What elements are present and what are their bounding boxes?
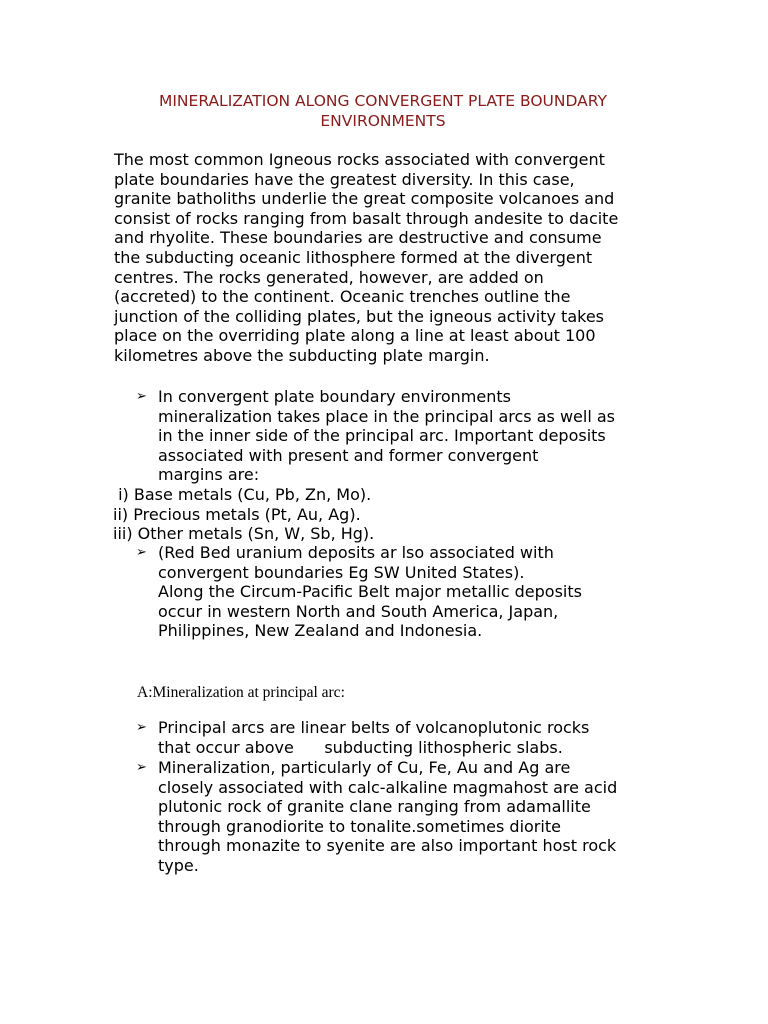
bullet-line: occur in western North and South America, Japan, [158, 601, 559, 621]
bullet-line: (Red Bed uranium deposits ar lso associated with [158, 543, 554, 562]
bullet-line: In convergent plate boundary environments [158, 387, 511, 406]
bullet-item [158, 758, 617, 876]
title-line: MINERALIZATION ALONG CONVERGENT PLATE BOUNDARY [158, 92, 607, 110]
list-item: iii) Other metals (Sn, W, Sb, Hg). [113, 524, 375, 544]
document-title [113, 91, 653, 131]
bullet-line: Along the Circum-Pacific Belt major metallic deposits [158, 582, 582, 602]
metal-list [113, 485, 374, 544]
list-item: ii) Precious metals (Pt, Au, Ag). [113, 504, 361, 524]
bullet-line: closely associated with calc-alkaline magmahost are acid [158, 777, 618, 797]
bullet-arrow-icon: ➢ [136, 760, 147, 775]
bullet-line: plutonic rock of granite clane ranging from adamallite [158, 797, 591, 817]
paragraph-line: granite batholiths underlie the great composite volcanoes and [114, 189, 615, 209]
bullet-line: associated with present and former convergent [158, 445, 539, 465]
title-line: ENVIRONMENTS [320, 112, 446, 130]
bullet-line: convergent boundaries Eg SW United States). [158, 562, 525, 582]
paragraph-line: centres. The rocks generated, however, are added on [114, 267, 544, 287]
bullet-line: mineralization takes place in the principal arcs as well as [158, 406, 615, 426]
bullet-arrow-icon: ➢ [136, 389, 147, 404]
paragraph-line: consist of rocks ranging from basalt through andesite to dacite [114, 208, 619, 228]
section-heading: A:Mineralization at principal arc: [137, 684, 345, 701]
paragraph-line: and rhyolite. These boundaries are destructive and consume [114, 228, 602, 248]
paragraph-line: place on the overriding plate along a line at least about 100 [114, 326, 596, 346]
bullet-line: that occur above subducting lithospheric slabs. [158, 737, 563, 757]
paragraph-line: plate boundaries have the greatest diversity. In this case, [114, 169, 575, 189]
bullet-line: through monazite to syenite are also important host rock [158, 836, 617, 856]
bullet-line: Mineralization, particularly of Cu, Fe, Au and Ag are [158, 758, 571, 777]
bullet-item [158, 387, 615, 485]
paragraph-line: junction of the colliding plates, but the igneous activity takes [114, 306, 604, 326]
paragraph-line: The most common Igneous rocks associated with convergent [114, 150, 605, 169]
bullet-item [158, 543, 582, 641]
bullet-line: in the inner side of the principal arc. Important deposits [158, 426, 606, 446]
paragraph-line: kilometres above the subducting plate margin. [114, 345, 490, 365]
bullet-line: Principal arcs are linear belts of volcanoplutonic rocks [158, 718, 590, 737]
bullet-item [158, 718, 589, 757]
list-item: i) Base metals (Cu, Pb, Zn, Mo). [113, 485, 372, 504]
bullet-line: through granodiorite to tonalite.sometimes diorite [158, 816, 561, 836]
bullet-arrow-icon: ➢ [136, 545, 147, 560]
paragraph-line: the subducting oceanic lithosphere formed at the divergent [114, 247, 593, 267]
bullet-arrow-icon: ➢ [136, 720, 147, 735]
paragraph-line: (accreted) to the continent. Oceanic trenches outline the [114, 287, 571, 307]
bullet-line: margins are: [158, 465, 260, 485]
intro-paragraph [114, 150, 674, 366]
bullet-line: Philippines, New Zealand and Indonesia. [158, 621, 483, 641]
bullet-line: type. [158, 855, 199, 875]
